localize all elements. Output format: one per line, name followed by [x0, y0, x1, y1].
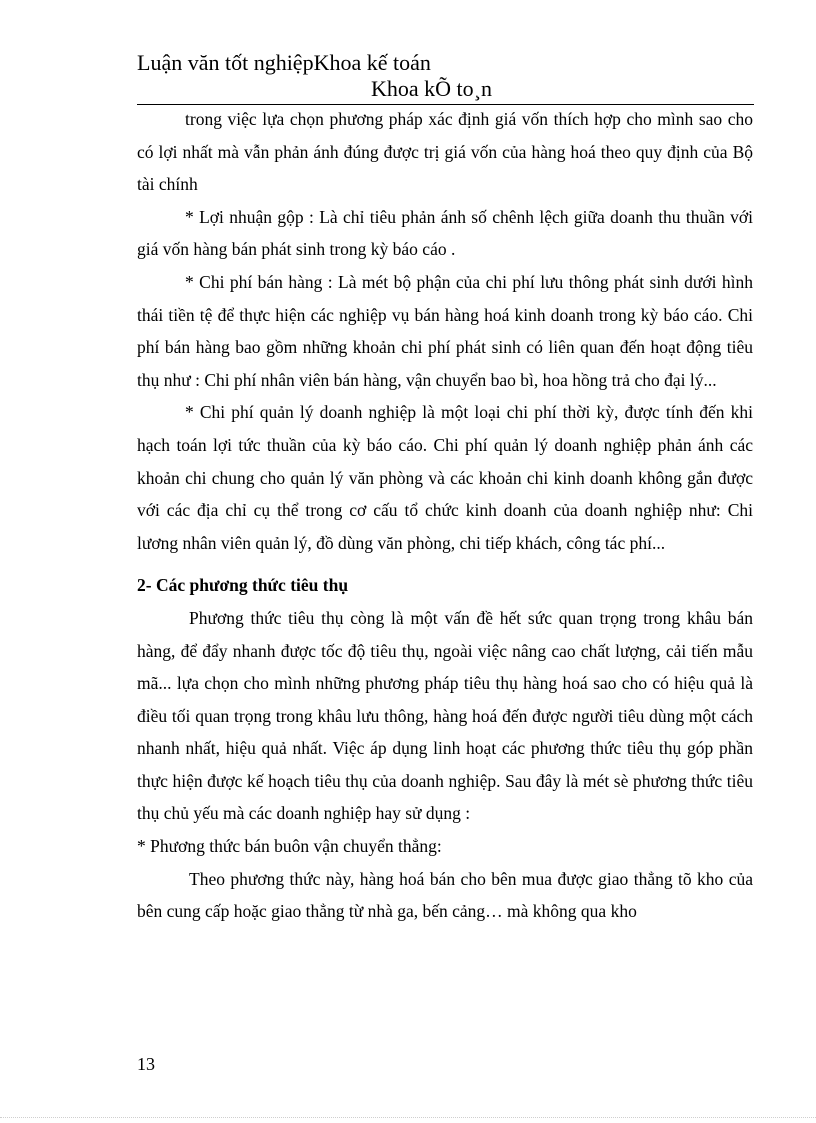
header-title: Luận văn tốt nghiệpKhoa kế toán: [137, 50, 431, 75]
page-bottom-border: [0, 1117, 816, 1118]
paragraph-admin-expenses: * Chi phí quản lý doanh nghiệp là một loại chi phí thời kỳ, được tính đến khi hạch toán lợi tức thuần của kỳ báo cáo. Chi phí quản lý doanh nghiệp phản ánh các khoản chi chung cho quản lý văn phòng và các khoản chi kinh doanh không gắn được với các địa chỉ cụ thể trong cơ cấu tổ chức kinh doanh của doanh nghiệp như: Chi lương nhân viên quản lý, đồ dùng văn phòng, chi tiếp khách, công tác phí...: [137, 402, 753, 553]
paragraph-wholesale-direct: * Phương thức bán buôn vận chuyển thẳng:: [137, 836, 442, 857]
header-subtitle: Khoa kÕ to¸n: [371, 76, 492, 101]
document-body: [137, 103, 753, 928]
paragraph-cost-selection: trong việc lựa chọn phương pháp xác định giá vốn thích hợp cho mình sao cho có lợi nhất mà vẫn phản ánh đúng được trị giá vốn của hàng hoá theo quy định của Bộ tài chính: [137, 109, 753, 195]
paragraph-sales-methods: Phương thức tiêu thụ còng là một vấn đề hết sức quan trọng trong khâu bán hàng, để đẩy nhanh được tốc độ tiêu thụ, ngoài việc nâng cao chất lượng, cải tiến mẫu mã... lựa chọn cho mình những phương pháp tiêu thụ hàng hoá sao cho có hiệu quả là điều tối quan trọng trong khâu lưu thông, hàng hoá đến được người tiêu dùng một cách nhanh nhất, hiệu quả nhất. Việc áp dụng linh hoạt các phương thức tiêu thụ góp phần thực hiện được kế hoạch tiêu thụ của doanh nghiệp. Sau đây là mét sè phương thức tiêu thụ chủ yếu mà các doanh nghiệp hay sử dụng :: [137, 607, 753, 824]
page-number: 13: [137, 1054, 155, 1074]
paragraph-gross-profit: * Lợi nhuận gộp : Là chỉ tiêu phản ánh số chênh lệch giữa doanh thu thuần với giá vốn hàng bán phát sinh trong kỳ báo cáo .: [137, 206, 753, 260]
paragraph-selling-expenses: * Chi phí bán hàng : Là mét bộ phận của chi phí lưu thông phát sinh dưới hình thái tiền tệ để thực hiện các nghiệp vụ bán hàng hoá kinh doanh trong kỳ báo cáo. Chi phí bán hàng bao gồm những khoản chi phí phát sinh có liên quan đến hoạt động tiêu thụ như : Chi phí nhân viên bán hàng, vận chuyển bao bì, hoa hồng trả cho đại lý...: [137, 271, 753, 390]
section-heading: 2- Các phương thức tiêu thụ: [137, 575, 349, 596]
paragraph-method-description: Theo phương thức này, hàng hoá bán cho bên mua được giao thẳng tõ kho của bên cung cấp hoặc giao thẳng từ nhà ga, bến cảng… mà không qua kho: [137, 868, 753, 922]
